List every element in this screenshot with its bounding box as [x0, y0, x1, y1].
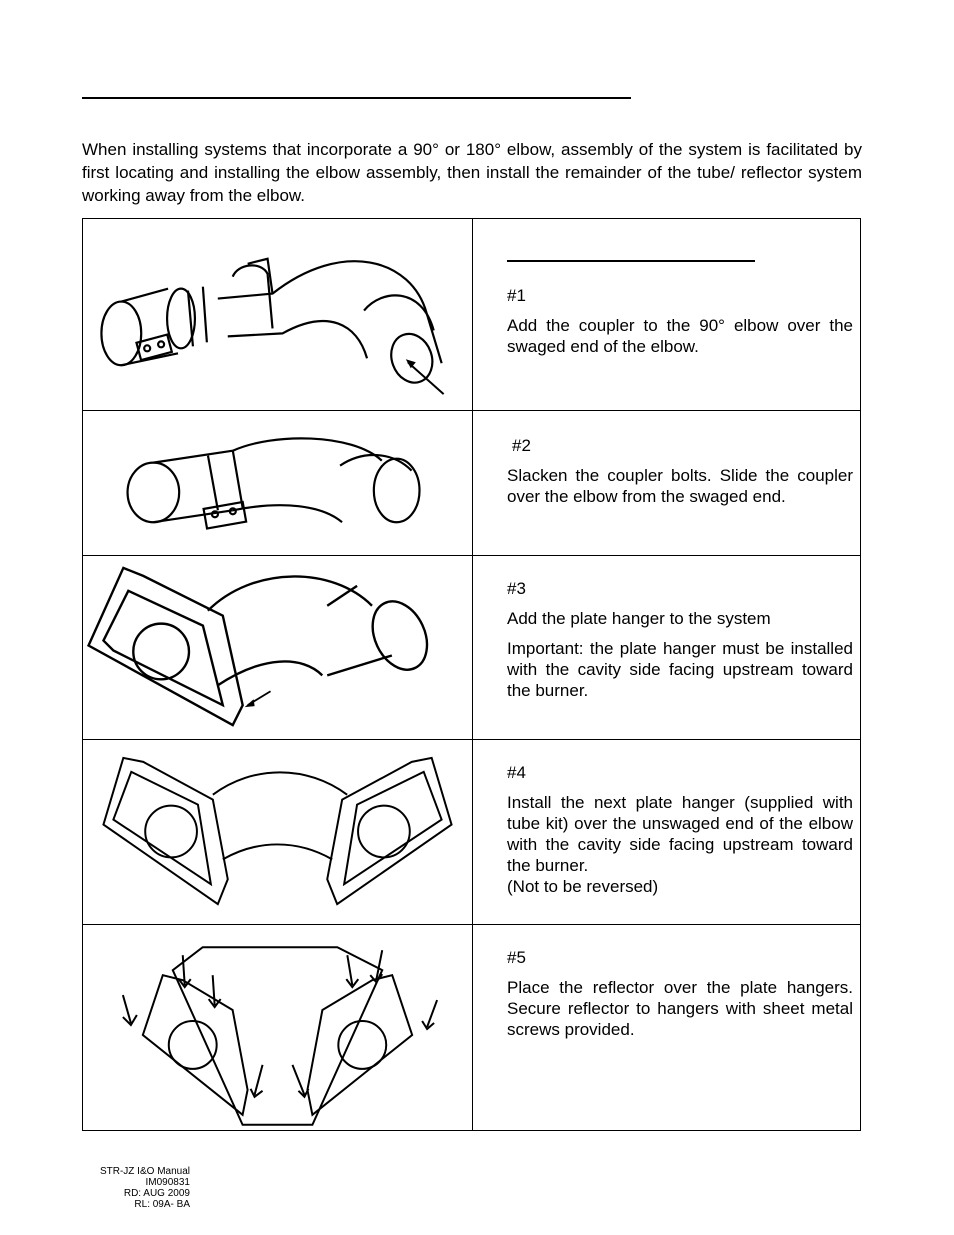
footer-revision-date: RD: AUG 2009 — [123, 1188, 190, 1199]
step-3-text — [507, 578, 853, 710]
document-footer — [80, 1166, 190, 1210]
elbow-coupler-slide-drawing — [83, 411, 472, 555]
step-row-1 — [83, 219, 860, 411]
step-5-number: #5 — [507, 948, 526, 967]
step-row-3 — [83, 556, 860, 740]
step-row-2 — [83, 411, 860, 556]
step-5-illustration — [83, 925, 473, 1130]
step-5-text — [507, 947, 853, 1049]
step-2-instruction: Slacken the coupler bolts. Slide the coupler over the elbow from the swaged end. — [507, 466, 853, 506]
step-4-note: (Not to be reversed) — [507, 877, 659, 896]
step-row-5 — [83, 925, 860, 1130]
step-3-illustration — [83, 556, 473, 739]
footer-document-id: IM090831 — [145, 1177, 190, 1188]
reflector-mounting-drawing — [83, 925, 472, 1130]
plate-hanger-elbow-drawing — [83, 556, 472, 739]
footer-manual-name: STR-JZ I&O Manual — [99, 1166, 190, 1177]
step-row-4 — [83, 740, 860, 925]
step-1-text — [507, 285, 853, 366]
step-1-number: #1 — [507, 286, 526, 305]
step-2-illustration — [83, 411, 473, 555]
step-3-instruction: Add the plate hanger to the system — [507, 609, 771, 628]
step-5-instruction: Place the reflector over the plate hangers. Secure reflector to hangers with sheet metal screws provided. — [507, 978, 853, 1039]
two-plate-hangers-drawing — [83, 740, 472, 924]
step-3-number: #3 — [507, 579, 526, 598]
step-4-text — [507, 762, 853, 906]
step-4-illustration — [83, 740, 473, 924]
step-1-illustration — [83, 219, 473, 410]
step-2-text — [507, 435, 853, 516]
step-1-instruction: Add the coupler to the 90° elbow over the swaged end of the elbow. — [507, 316, 853, 356]
step-4-instruction: Install the next plate hanger (supplied with tube kit) over the unswaged end of the elbow with the cavity side facing upstream toward the burner. — [507, 793, 853, 875]
installation-steps-table — [82, 218, 861, 1131]
step-4-number: #4 — [507, 763, 526, 782]
elbow-coupler-drawing — [83, 219, 472, 410]
footer-release: RL: 09A- BA — [134, 1199, 190, 1210]
step-2-number: #2 — [512, 436, 531, 455]
section-heading-rule — [82, 97, 631, 99]
intro-paragraph: When installing systems that incorporate a 90° or 180° elbow, assembly of the system is facilitated by first locating and installing the elbow assembly, then install the remainder of the tube/ reflector system working away from the elbow. — [82, 140, 862, 205]
step-3-important-note: Important: the plate hanger must be installed with the cavity side facing upstream toward the burner. — [507, 639, 853, 700]
step-subheading-rule — [507, 260, 755, 262]
